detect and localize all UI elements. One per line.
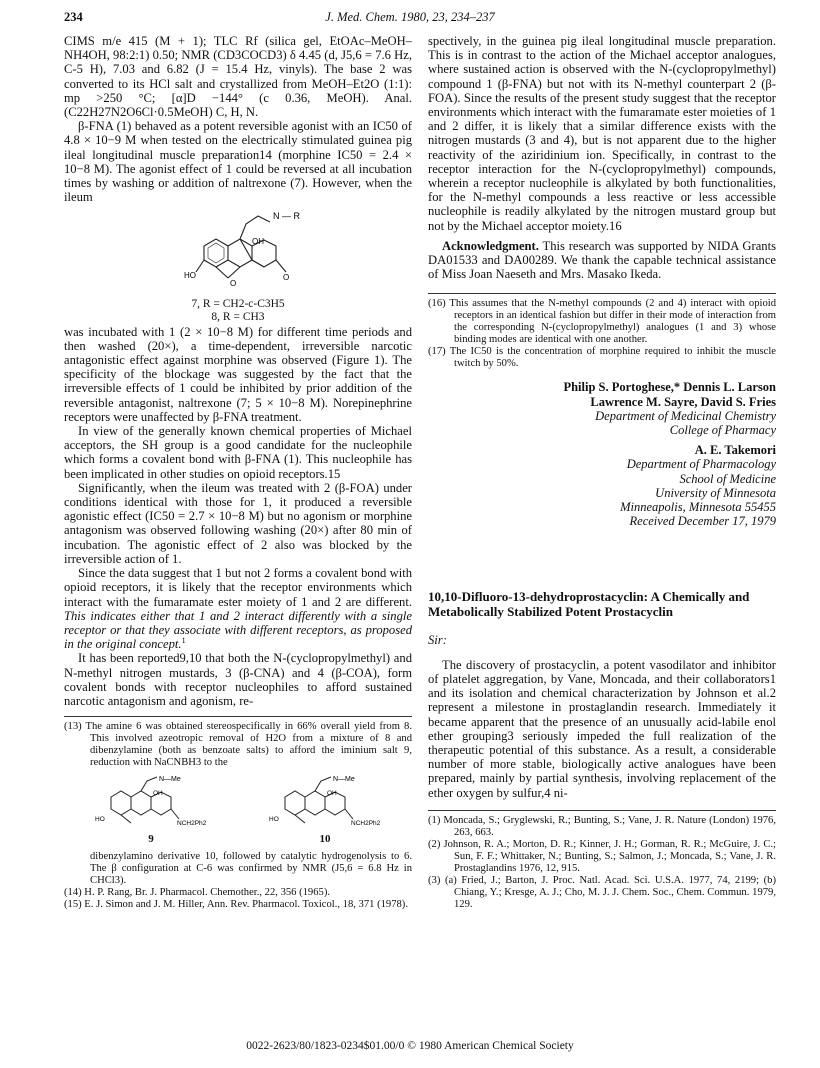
svg-text:HO: HO xyxy=(95,816,105,824)
svg-text:OH: OH xyxy=(327,790,337,798)
svg-text:O: O xyxy=(230,279,237,289)
paragraph: Significantly, when the ileum was treated with 2 (β-FOA) under conditions identical with those for 1, it produced a reversible agonistic effect (IC50 = 2.7 × 10−8 M) but no agonism or morphine antagonism was observed following washing (20×) after 80 min of incubation. The agonistic effect of 2 also was blocked by the irreversible action of 1. xyxy=(64,480,412,566)
paragraph: was incubated with 1 (2 × 10−8 M) for different time periods and then washed (20×), a time-dependent, irreversible narcotic antagonistic effect against morphine was observed (Figure 1). The specificity of the blockage was suggested by the fact that the irreversible effects of 1 could be inhibited by prior addition of the reversible antagonist, naltrexone (7; 5 × 10−8 M). Norepinephrine receptors were unaffected by β-FNA treatment. xyxy=(64,324,412,424)
footnote: (17) The IC50 is the concentration of morphine required to inhibit the muscle twitch by 50%. xyxy=(428,346,776,370)
reference: (2) Johnson, R. A.; Morton, D. R.; Kinner, J. H.; Gorman, R. R.; McGuire, J. C.; Sun, F. F.; Whittaker, N.; Bunting, S.; Salmon, J.; Moncada, S.; Vane, J. R. Prostaglandins 1976, 12, 915. xyxy=(428,838,776,874)
footnote-divider xyxy=(428,810,776,811)
svg-text:O: O xyxy=(283,273,290,283)
svg-text:NCH2Ph2: NCH2Ph2 xyxy=(177,820,207,828)
page-number: 234 xyxy=(64,10,83,24)
reference: (3) (a) Fried, J.; Barton, J. Proc. Natl. Acad. Sci. U.S.A. 1977, 74, 2199; (b) Chiang, Y.; Kresge, A. J.; Cho, M. J. J. Chem. Soc., Chem. Commun. 1979, 129. xyxy=(428,874,776,910)
paragraph: spectively, in the guinea pig ileal longitudinal muscle preparation. This is in contrast to the action of the Michael acceptor analogues, where sustained action is observed with the N-(cyclopropylmethyl) compound 1 (β-FNA) but not with its N-methyl counterpart 2 (β-FOA). Since the results of the present study suggest that the receptor environments which interact with the fumaramate ester moieties of 1 and 2 differ, it is likely that a similar difference exists with the nitrogen mustards (3 and 4), but is not apparent due to the higher reactivity of the aziridinium ion. Specifically, in contrast to the receptor interaction for the N-(cyclopropylmethyl) compounds, wherein a receptor nucleophile is alkylated by both functionalities, for the N-methyl compounds a less reactive or less accessible nucleophile is readily alkylated by the nitrogen mustard group but not by the Michael acceptor moiety.16 xyxy=(428,34,776,233)
footnote: (14) H. P. Rang, Br. J. Pharmacol. Chemother., 22, 356 (1965). xyxy=(64,886,330,898)
structure-caption: 8, R = CH3 xyxy=(211,310,265,323)
svg-text:OH: OH xyxy=(153,790,163,798)
footnote: (16) This assumes that the N-methyl compounds (2 and 4) interact with opioid receptors in an identical fashion but differ in their mode of interaction from the corresponding N-(cyclopropylmethyl) analogues (1 and 3) whose binding modes are identical with one another. xyxy=(428,298,776,346)
paragraph: β-FNA (1) behaved as a potent reversible agonist with an IC50 of 4.8 × 10−9 M when tested on the electrically stimulated guinea pig ileal longitudinal muscle preparation14 (morphine IC50 = 2.4 × 10−8 M). The agonist effect of 1 could be reversed at all incubation times by washing or addition of naltrexone (7). However, when the ileum xyxy=(64,119,412,205)
acknowledgment: Acknowledgment. This research was supported by NIDA Grants DA01533 and DA00289. We thank the capable technical assistance of Miss Joan Naeseth and Mrs. Masako Ikeda. xyxy=(428,238,776,282)
article-title: 10,10-Difluoro-13-dehydroprostacyclin: A Chemically and Metabolically Stabilized Potent Prostacyclin xyxy=(428,589,750,619)
chemical-structure-7-8 xyxy=(64,206,412,322)
salutation: Sir: xyxy=(428,633,447,648)
chemical-structures-9-10 xyxy=(64,773,412,846)
footnote-divider xyxy=(64,716,412,717)
svg-text:N — R: N — R xyxy=(273,211,300,222)
structure-caption: 7, R = CH2-c-C3H5 xyxy=(191,297,285,310)
page-header xyxy=(0,10,820,28)
right-column xyxy=(428,34,776,911)
paragraph: CIMS m/e 415 (M + 1); TLC Rf (silica gel, EtOAc–MeOH–NH4OH, 98:2:1) 0.50; NMR (CD3COCD3) δ 4.45 (d, J5,6 = 7.6 Hz, C-5 H), 7.03 and 6.82 (J = 15.4 Hz, vinyls). The base 2 was converted to its HCl salt and crystallized from MeOH–Et2O (1:1): mp >250 °C; [α]D −144° (c 0.36, MeOH). Anal. (C22H27N2O6Cl·0.5MeOH) C, H, N. xyxy=(64,34,412,120)
paragraph: The discovery of prostacyclin, a potent vasodilator and inhibitor of platelet aggregation, by Vane, Moncada, and their collaborators1 and its isolation and chemical characterization by Johnson et al.2 represent a milestone in prostaglandin research. Immediately it became apparent that the presence of an unusually acid-labile enol ether grouping3 seriously impeded the full realization of the therapeutic potential of this substance. As a result, a considerable number of more stable, biologically active analogues have been prepared, mainly by partial synthesis, involving replacement of the ether oxygen by sulfur,4 ni- xyxy=(428,657,776,800)
left-column xyxy=(64,34,412,911)
structure-label: 10 xyxy=(319,833,331,846)
paragraph: In view of the generally known chemical properties of Michael acceptors, the SH group is a good candidate for the nucleophile which forms a covalent bond with β-FNA (1). This nucleophile has been implicated in other studies on opioid receptors.15 xyxy=(64,424,412,481)
paragraph: Since the data suggest that 1 but not 2 forms a covalent bond with opioid receptors, it is likely that the receptor environments which interact with the fumaramate ester moiety of 1 and 2 are different. This indicates either that 1 and 2 interact differently with a single receptor or that they associate with different receptors, as proposed in the original concept.$^1$ xyxy=(64,566,412,652)
footnote: (13) The amine 6 was obtained stereospecifically in 66% overall yield from 8. This involved azeotropic removal of H2O from a mixture of 8 and dibenzylamine (both as benzoate salts) to afford the iminium salt 9, reduction with NaCNBH3 to the xyxy=(64,721,412,769)
footnote-divider xyxy=(428,293,776,294)
svg-text:OH: OH xyxy=(252,237,264,247)
svg-text:NCH2Ph2: NCH2Ph2 xyxy=(351,820,381,828)
svg-text:HO: HO xyxy=(269,816,279,824)
svg-text:N—Me: N—Me xyxy=(333,776,355,784)
svg-text:HO: HO xyxy=(184,271,196,281)
paragraph: It has been reported9,10 that both the N-(cyclopropylmethyl) and N-methyl nitrogen mustards, 3 (β-CNA) and 4 (β-COA), form covalent bonds with receptor nucleophiles to afford sustained narcotic antagonism and agonism, re- xyxy=(64,651,412,708)
author-signature-block: Philip S. Portoghese,* Dennis L. Larson Lawrence M. Sayre, David S. Fries Department of Medicinal Chemistry College of Pharmacy A. E. Takemori Department of Pharmacology School of Medicine University of Minnesota Minneapolis, Minnesota 55455 Received December 17, 1979 xyxy=(563,380,776,529)
footnote-continued: dibenzylamino derivative 10, followed by catalytic hydrogenolysis to 6. The β configuration at C-6 was confirmed by NMR (J5,6 = 6.8 Hz in CHCl3). xyxy=(90,850,412,886)
page-footer: 0022-2623/80/1823-0234$01.00/0 © 1980 American Chemical Society xyxy=(246,1040,574,1052)
morphinan-structure-icon xyxy=(64,206,412,294)
footnote: (15) E. J. Simon and J. M. Hiller, Ann. Rev. Pharmacol. Toxicol., 18, 371 (1978). xyxy=(64,898,408,910)
structure-label: 9 xyxy=(148,833,154,846)
dibenzylamine-structure-icon xyxy=(255,773,395,829)
reference: (1) Moncada, S.; Gryglewski, R.; Bunting, S.; Vane, J. R. Nature (London) 1976, 263, 663. xyxy=(428,814,776,838)
iminium-structure-icon xyxy=(81,773,221,829)
journal-citation: J. Med. Chem. 1980, 23, 234–237 xyxy=(325,10,495,24)
svg-text:N—Me: N—Me xyxy=(159,776,181,784)
